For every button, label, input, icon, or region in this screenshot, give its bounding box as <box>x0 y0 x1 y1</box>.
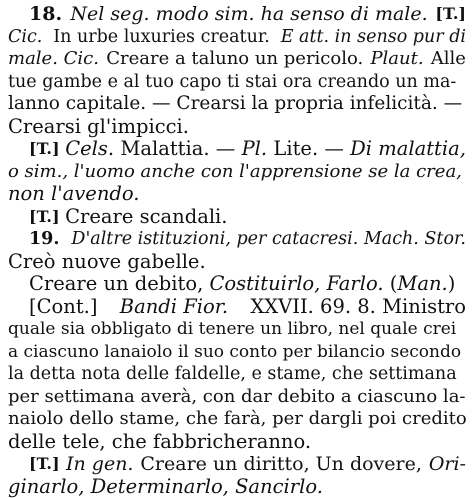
quotation-text: quale sia obbligato di tenere un libro, nel quale crei <box>8 318 456 341</box>
entry-18-line-6 <box>8 116 466 139</box>
quotation-text: Alle <box>431 48 466 71</box>
entry-19-line-2 <box>8 251 466 274</box>
quotation-text: Creò nuove gabelle. <box>8 251 206 274</box>
citation-author: Plaut. <box>370 48 429 71</box>
quotation-text: Creare scandali. <box>65 206 227 229</box>
entry-19-line-8 <box>8 386 466 409</box>
definition-text: D'altre istituzioni, per catacresi. Mach. Stor. <box>71 228 466 251</box>
entry-19-line-1 <box>8 228 466 251</box>
quotation-text: Malattia. — <box>120 138 241 161</box>
quotation-text: Creare a taluno un pericolo. <box>106 48 369 71</box>
source-tag: [T.] <box>29 453 65 476</box>
citation-author: Cic. <box>8 26 48 49</box>
entry-18-line-3 <box>8 48 466 71</box>
entry-18-line-8 <box>8 161 466 184</box>
entry-19-line-6 <box>8 341 466 364</box>
quotation-text: delle tele, che fabbricheranno. <box>8 431 311 454</box>
entry-18-line-10 <box>8 206 466 229</box>
citation-author: Pl. <box>242 138 274 161</box>
definition-text: E att. in senso pur di <box>281 26 466 49</box>
entry-number: 19. <box>29 228 66 251</box>
quotation-text: Lite. — <box>273 138 350 161</box>
source-tag: [T.] <box>29 206 65 229</box>
source-tag: [T.] <box>435 3 466 26</box>
entry-18-line-4 <box>8 71 466 94</box>
definition-text: Di malattia, <box>350 138 466 161</box>
entry-19-line-4 <box>8 296 466 319</box>
entry-number: 18. <box>29 3 69 26</box>
punctuation: ( <box>390 273 398 296</box>
citation-reference: XXVII. 69. 8. Ministro <box>250 296 466 319</box>
entry-19-line-9 <box>8 408 466 431</box>
entry-18-line-2 <box>8 26 466 49</box>
definition-text: Ori- <box>429 453 466 476</box>
definition-text: Nel seg. modo sim. ha senso di male. <box>70 3 433 26</box>
entry-19-line-5 <box>8 318 466 341</box>
source-tag: [Cont.] <box>29 296 104 319</box>
quotation-text: In urbe luxuries creatur. <box>53 26 275 49</box>
entry-19-line-3 <box>8 273 466 296</box>
definition-text: In gen. <box>66 453 140 476</box>
quotation-text: Crearsi gl'impicci. <box>8 116 189 139</box>
quotation-text: Creare un debito, <box>29 273 210 296</box>
quotation-text: tue gambe e al tuo capo ti stai ora creando un ma- <box>8 71 456 94</box>
entry-19-line-11 <box>8 453 466 476</box>
citation-author: Cels. <box>65 138 120 161</box>
definition-text: male. Cic. <box>8 48 105 71</box>
entry-19-line-12 <box>8 476 466 498</box>
entry-18-line-5 <box>8 93 466 116</box>
entry-19-line-10 <box>8 431 466 454</box>
quotation-text: naiolo dello stame, che farà, per dargli poi credito <box>8 408 467 431</box>
definition-text: Costituirlo, Farlo. <box>210 273 390 296</box>
entry-18-line-1 <box>8 3 466 26</box>
entry-18-line-7 <box>8 138 466 161</box>
citation-author: Bandi Fior. <box>120 296 235 319</box>
quotation-text: la detta nota delle faldelle, e stame, che settimana <box>8 363 457 386</box>
definition-text: ginarlo, Determinarlo, Sancirlo. <box>8 476 323 498</box>
definition-text: non l'avendo. <box>8 183 139 206</box>
entry-19-line-7 <box>8 363 466 386</box>
punctuation: ) <box>448 273 456 296</box>
quotation-text: a ciascuno lanaiolo il suo conto per bilancio secondo <box>8 341 461 364</box>
entry-18-line-9 <box>8 183 466 206</box>
quotation-text: per settimana averà, con dar debito a ciascuno la- <box>8 386 466 409</box>
source-tag: [T.] <box>29 138 65 161</box>
citation-author: Man. <box>397 273 447 296</box>
quotation-text: Creare un diritto, Un dovere, <box>140 453 428 476</box>
quotation-text: lanno capitale. — Crearsi la propria infelicità. — <box>8 93 462 116</box>
definition-text: o sim., l'uomo anche con l'apprensione se la crea, <box>8 161 462 184</box>
